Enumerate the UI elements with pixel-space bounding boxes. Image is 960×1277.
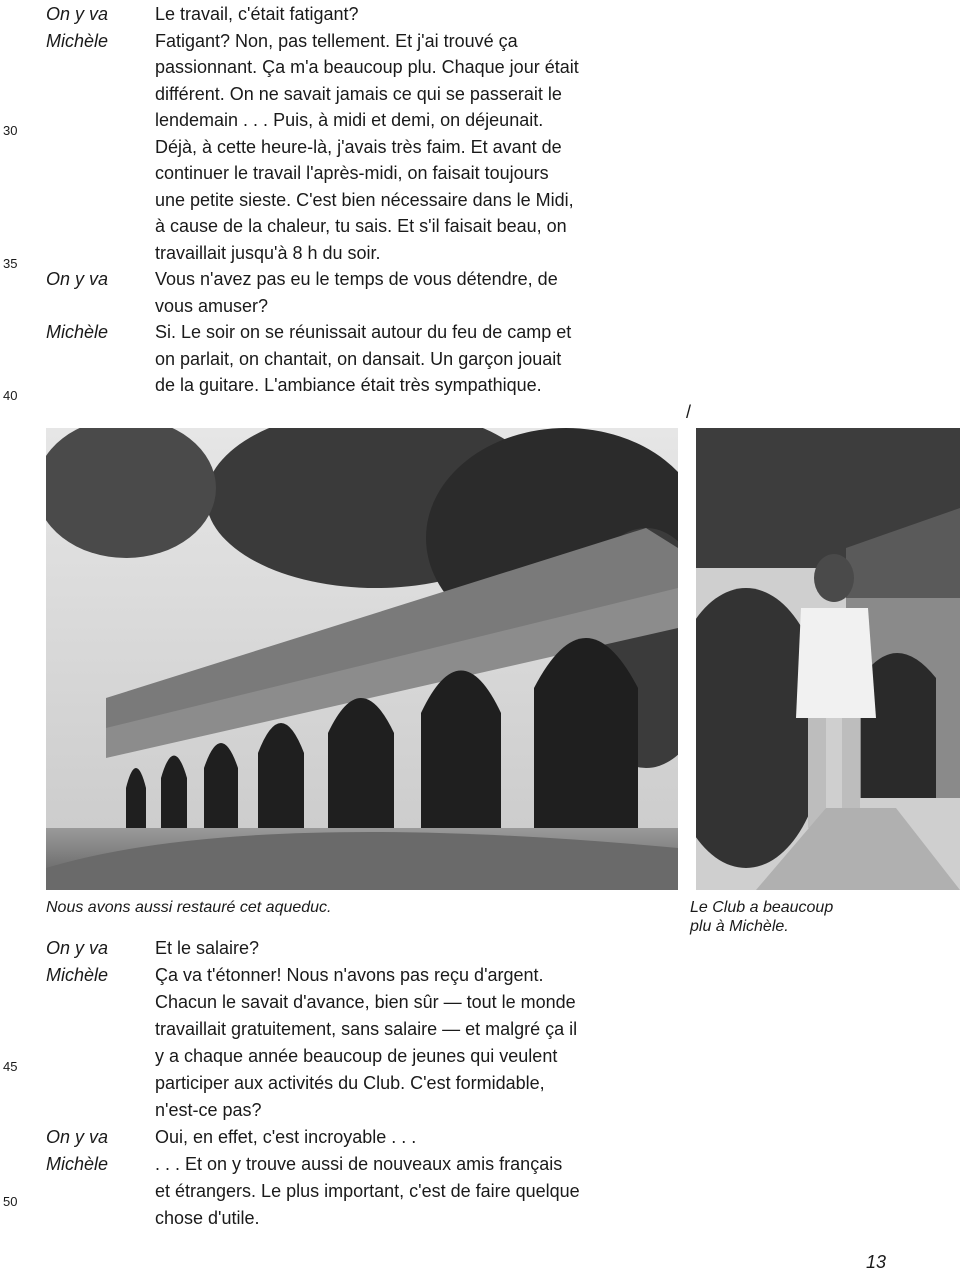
dialogue-text: . . . Et on y trouve aussi de nouveaux amis français — [155, 1154, 563, 1174]
dialogue-text: n'est-ce pas? — [155, 1100, 262, 1120]
speaker-label: Michèle — [46, 322, 109, 342]
dialogue-text: Chacun le savait d'avance, bien sûr — tout le monde — [155, 992, 576, 1012]
dialogue-text: participer aux activités du Club. C'est formidable, — [155, 1073, 545, 1093]
portrait-caption-line1: Le Club a beaucoup — [690, 899, 834, 916]
dialogue-text: lendemain . . . Puis, à midi et demi, on déjeunait. — [155, 110, 544, 130]
dialogue-text: Le travail, c'était fatigant? — [155, 4, 359, 24]
dialogue-text: Et le salaire? — [155, 938, 260, 958]
dialogue-text: Fatigant? Non, pas tellement. Et j'ai trouvé ça — [155, 30, 518, 51]
aqueduct-illustration — [46, 428, 678, 890]
speaker-label: On y va — [46, 4, 109, 24]
dialogue-text: une petite sieste. C'est bien nécessaire dans le Midi, — [155, 189, 574, 210]
dialogue-text: Oui, en effet, c'est incroyable . . . — [155, 1127, 417, 1147]
dialogue-text: vous amuser? — [155, 295, 269, 316]
dialogue-text: passionnant. Ça m'a beaucoup plu. Chaque jour était — [155, 57, 579, 77]
dialogue-text: chose d'utile. — [155, 1208, 260, 1228]
dialogue-text: travaillait jusqu'à 8 h du soir. — [155, 242, 381, 263]
line-number: 30 — [3, 123, 18, 138]
dialogue-text: on parlait, on chantait, on dansait. Un garçon jouait — [155, 348, 562, 369]
line-number: 45 — [3, 1059, 18, 1074]
dialogue-text: et étrangers. Le plus important, c'est de faire quelque — [155, 1181, 580, 1201]
stray-mark: / — [686, 402, 692, 422]
speaker-label: On y va — [46, 269, 109, 289]
page-number: 13 — [866, 1252, 887, 1272]
dialogue-text: de la guitare. L'ambiance était très sympathique. — [155, 375, 542, 395]
line-number: 40 — [3, 388, 18, 403]
dialogue-text: Vous n'avez pas eu le temps de vous détendre, de — [155, 269, 558, 289]
dialogue-text: Si. Le soir on se réunissait autour du feu de camp et — [155, 322, 572, 342]
portrait-caption — [690, 898, 833, 936]
dialogue-text: Déjà, à cette heure-là, j'avais très faim. Et avant de — [155, 136, 562, 157]
speaker-label: Michèle — [46, 965, 109, 985]
line-number: 35 — [3, 255, 18, 271]
dialogue-text: continuer le travail l'après-midi, on faisait toujours — [155, 163, 549, 183]
aqueduct-photo — [46, 428, 678, 890]
aqueduct-caption: Nous avons aussi restauré cet aqueduc. — [46, 899, 332, 916]
speaker-label: Michèle — [46, 30, 109, 51]
dialogue-text: à cause de la chaleur, tu sais. Et s'il faisait beau, on — [155, 216, 567, 236]
dialogue-text: Ça va t'étonner! Nous n'avons pas reçu d'argent. — [155, 965, 544, 985]
dialogue-text: travaillait gratuitement, sans salaire — et malgré ça il — [155, 1019, 578, 1039]
speaker-label: On y va — [46, 1127, 109, 1147]
portrait-illustration — [696, 428, 960, 890]
speaker-label: Michèle — [46, 1154, 109, 1174]
portrait-photo — [696, 428, 960, 890]
speaker-label: On y va — [46, 938, 109, 958]
line-number: 50 — [3, 1194, 18, 1209]
portrait-caption-line2: plu à Michèle. — [690, 918, 789, 935]
dialogue-text: y a chaque année beaucoup de jeunes qui veulent — [155, 1046, 558, 1066]
dialogue-text: différent. On ne savait jamais ce qui se passerait le — [155, 83, 562, 104]
